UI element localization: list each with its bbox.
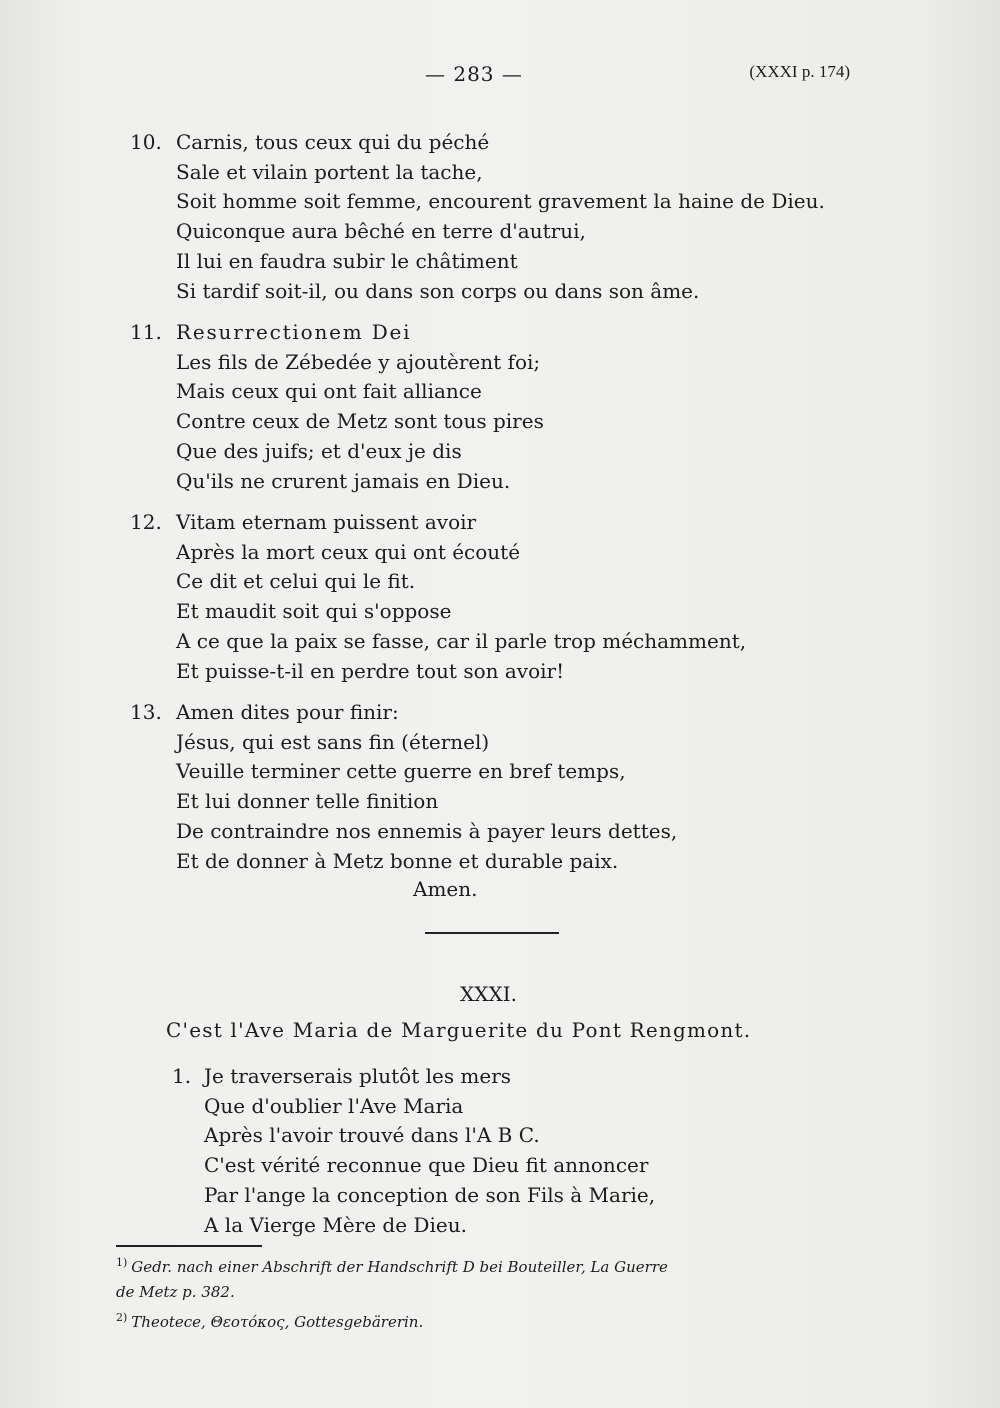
page-header xyxy=(0,62,1000,92)
section-number: XXXI. xyxy=(460,982,517,1006)
footnote-divider xyxy=(116,1245,262,1247)
stanza-number: 12. xyxy=(130,510,162,534)
stanza-11 xyxy=(130,318,544,496)
stanza-13 xyxy=(130,698,677,876)
stanza-number: 11. xyxy=(130,320,162,344)
stanza-line: A ce que la paix se fasse, car il parle trop méchamment, xyxy=(176,628,747,653)
stanza-line-text: Resurrectionem Dei xyxy=(176,320,412,344)
section-divider xyxy=(425,932,559,934)
stanza-line-text: Amen dites pour finir: xyxy=(176,700,399,724)
footnote-1 xyxy=(116,1250,856,1280)
stanza-line: Soit homme soit femme, encourent gravement la haine de Dieu. xyxy=(176,189,825,214)
closing-amen: Amen. xyxy=(413,877,478,901)
stanza-line xyxy=(172,1062,655,1092)
stanza-line-text: Je traverserais plutôt les mers xyxy=(204,1064,512,1088)
stanza-line-text: Carnis, tous ceux qui du péché xyxy=(176,130,490,154)
stanza-line xyxy=(130,318,544,348)
stanza-line: Qu'ils ne crurent jamais en Dieu. xyxy=(176,468,511,493)
stanza-line: Veuille terminer cette guerre en bref temps, xyxy=(176,759,626,784)
section-title: C'est l'Ave Maria de Marguerite du Pont Rengmont. xyxy=(166,1018,752,1042)
stanza-line: Et de donner à Metz bonne et durable paix. xyxy=(176,848,619,873)
stanza-line: A la Vierge Mère de Dieu. xyxy=(204,1212,467,1237)
stanza-line: Quiconque aura bêché en terre d'autrui, xyxy=(176,219,586,244)
footnote-1-continued: de Metz p. 382. xyxy=(116,1283,235,1301)
stanza-line: Et puisse-t-il en perdre tout son avoir! xyxy=(176,658,565,683)
stanza-line: Par l'ange la conception de son Fils à Marie, xyxy=(204,1182,656,1207)
stanza-line: C'est vérité reconnue que Dieu fit annoncer xyxy=(204,1153,649,1178)
stanza-line: Après la mort ceux qui ont écouté xyxy=(176,539,521,564)
stanza-line: Si tardif soit-il, ou dans son corps ou dans son âme. xyxy=(176,278,700,303)
footnote-mark: 1) xyxy=(116,1256,128,1269)
footnote-text: Gedr. nach einer Abschrift der Handschrift D bei Bouteiller, La Guerre xyxy=(131,1258,668,1276)
stanza-line: Et lui donner telle finition xyxy=(176,789,439,814)
footnote-text: Theotece, Θεοτόκος, Gottesgebärerin. xyxy=(131,1313,424,1331)
stanza-line: Que d'oublier l'Ave Maria xyxy=(204,1093,464,1118)
stanza-10 xyxy=(130,128,825,306)
stanza-line: Et maudit soit qui s'oppose xyxy=(176,599,452,624)
stanza-line: De contraindre nos ennemis à payer leurs dettes, xyxy=(176,818,678,843)
stanza-number: 13. xyxy=(130,700,162,724)
stanza-line: Jésus, qui est sans fin (éternel) xyxy=(176,729,490,754)
page-number: — 283 — xyxy=(425,62,523,86)
footnote-mark: 2) xyxy=(116,1311,128,1324)
stanza-line xyxy=(130,508,746,538)
stanza-number: 1. xyxy=(172,1064,192,1088)
stanza-line: Les fils de Zébedée y ajoutèrent foi; xyxy=(176,349,541,374)
stanza-line-text: Vitam eternam puissent avoir xyxy=(176,510,477,534)
stanza-12 xyxy=(130,508,746,686)
stanza-line: Mais ceux qui ont fait alliance xyxy=(176,379,482,404)
stanza-line xyxy=(130,128,825,158)
stanza-line: Il lui en faudra subir le châtiment xyxy=(176,248,518,273)
stanza-line xyxy=(130,698,677,728)
section-stanza-1 xyxy=(172,1062,655,1240)
section-reference: (XXXI p. 174) xyxy=(749,62,850,81)
stanza-line: Ce dit et celui qui le fit. xyxy=(176,569,416,594)
stanza-line: Que des juifs; et d'eux je dis xyxy=(176,438,462,463)
stanza-line: Contre ceux de Metz sont tous pires xyxy=(176,409,544,434)
stanza-line: Après l'avoir trouvé dans l'A B C. xyxy=(204,1123,540,1148)
footnote-2 xyxy=(116,1305,856,1335)
stanza-number: 10. xyxy=(130,130,162,154)
stanza-line: Sale et vilain portent la tache, xyxy=(176,159,483,184)
footnotes xyxy=(116,1250,856,1335)
